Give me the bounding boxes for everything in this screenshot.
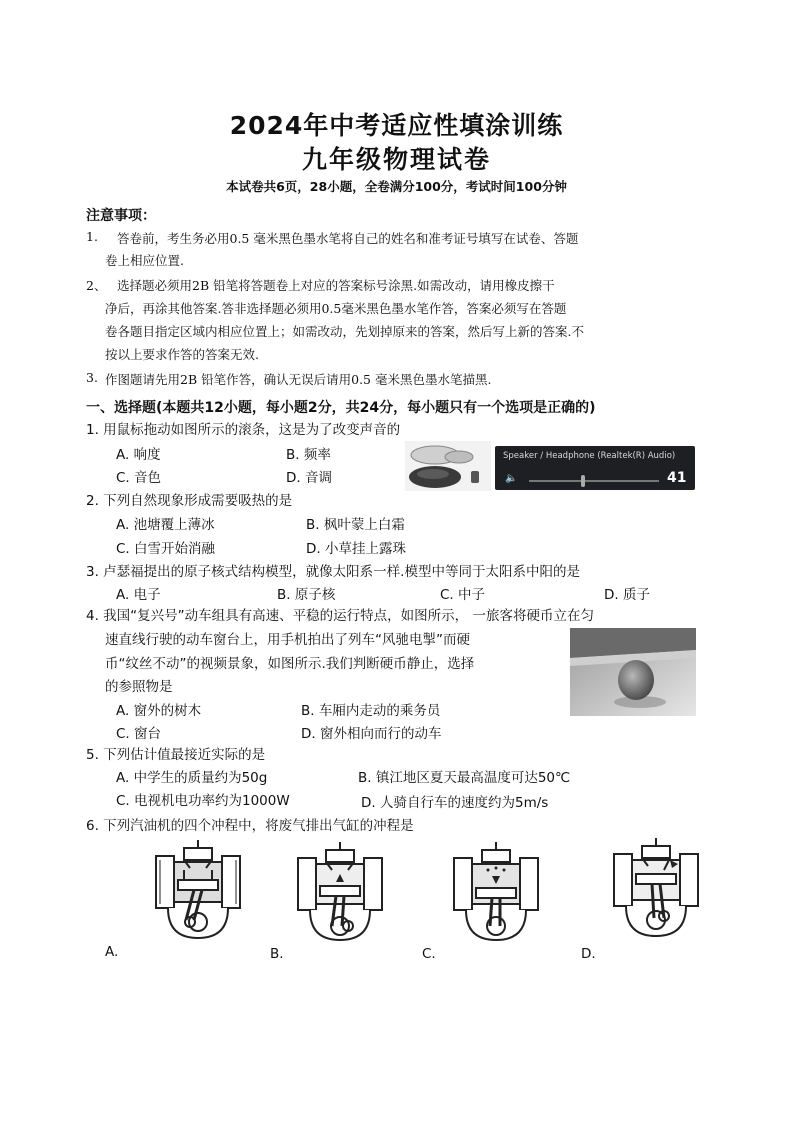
note-3-num: 3. [86, 370, 98, 385]
question-3-option-a: A. 电子 [116, 587, 161, 603]
note-1-line-2: 卷上相应位置. [105, 253, 184, 268]
note-3-line-1: 作图题请先用2B 铅笔作答，确认无误后请用0.5 毫米黑色墨水笔描黑. [105, 372, 492, 387]
speaker-icon: 🔈 [505, 473, 518, 484]
question-2-option-a: A. 池塘覆上薄冰 [116, 517, 215, 533]
question-4-stem-line-2: 速直线行驶的动车窗台上，用手机拍出了列车“风驰电掣”而硬 [105, 632, 470, 648]
volume-slider-screenshot [495, 446, 695, 490]
question-1-option-c: C. 音色 [116, 470, 162, 486]
question-5-option-a: A. 中学生的质量约为50g [116, 770, 268, 786]
question-1-option-b: B. 频率 [286, 447, 331, 463]
question-4-option-d: D. 窗外相向而行的动车 [301, 726, 442, 742]
exam-subject-title: 九年级物理试卷 [301, 145, 491, 174]
volume-knob [581, 475, 585, 487]
question-5-stem: 5. 下列估计值最接近实际的是 [86, 747, 266, 763]
engine-cylinder-icon [150, 840, 246, 940]
question-1-option-a: A. 响度 [116, 447, 161, 463]
coin-on-windowsill-icon [570, 628, 696, 716]
question-5-option-b: B. 镇江地区夏天最高温度可达50℃ [358, 770, 571, 786]
note-2-line-4: 按以上要求作答的答案无效. [105, 347, 259, 362]
exam-info: 本试卷共6页，28小题，全卷满分100分，考试时间100分钟 [226, 179, 567, 194]
question-2-option-b: B. 枫叶蒙上白霜 [306, 517, 405, 533]
note-2-line-1: 选择题必须用2B 铅笔将答题卷上对应的答案标号涂黑.如需改动，请用橡皮擦干 [117, 278, 555, 293]
volume-value: 41 [667, 470, 687, 486]
note-2-num: 2、 [86, 278, 107, 293]
note-1-line-1: 答卷前，考生务必用0.5 毫米黑色墨水笔将自己的姓名和准考证号填写在试卷、答题 [117, 231, 579, 246]
question-3-option-d: D. 质子 [604, 587, 650, 603]
question-5-option-d: D. 人骑自行车的速度约为5m/s [361, 795, 549, 811]
question-1-stem: 1. 用鼠标拖动如图所示的滚条，这是为了改变声音的 [86, 422, 401, 438]
exam-title: 2024年中考适应性填涂训练 [229, 111, 564, 140]
question-4-option-c: C. 窗台 [116, 726, 162, 742]
notes-heading: 注意事项： [86, 208, 156, 224]
section-heading: 一、选择题(本题共12小题，每小题2分，共24分，每小题只有一个选项是正确的) [86, 400, 596, 416]
question-3-option-c: C. 中子 [440, 587, 486, 603]
question-4-stem-line-3: 币“纹丝不动”的视频景象，如图所示.我们判断硬币静止，选择 [105, 656, 475, 672]
question-1-option-d: D. 音调 [286, 470, 332, 486]
question-6-option-b: B. [270, 946, 284, 962]
question-6-stem: 6. 下列汽油机的四个冲程中，将废气排出气缸的冲程是 [86, 818, 414, 834]
question-3-option-b: B. 原子核 [277, 587, 336, 603]
computer-mouse-icon [405, 441, 491, 491]
question-6-option-a: A. [105, 944, 119, 960]
question-4-option-a: A. 窗外的树木 [116, 703, 202, 719]
question-2-option-c: C. 白雪开始消融 [116, 541, 216, 557]
question-4-stem-line-4: 的参照物是 [105, 679, 173, 695]
question-4-option-b: B. 车厢内走动的乘务员 [301, 703, 441, 719]
question-6-option-c: C. [422, 946, 436, 962]
question-2-option-d: D. 小草挂上露珠 [306, 541, 406, 557]
volume-device-label: Speaker / Headphone (Realtek(R) Audio) [503, 451, 676, 461]
question-5-option-c: C. 电视机电功率约为1000W [116, 793, 290, 809]
question-3-stem: 3. 卢瑟福提出的原子核式结构模型，就像太阳系一样.模型中等同于太阳系中阳的是 [86, 564, 580, 580]
engine-cylinder-icon [292, 842, 388, 942]
engine-cylinder-icon [448, 842, 544, 942]
question-4-stem-line-1: 4. 我国“复兴号”动车组具有高速、平稳的运行特点，如图所示， 一旅客将硬币立在匀 [86, 608, 594, 624]
volume-track [529, 480, 659, 482]
question-2-stem: 2. 下列自然现象形成需要吸热的是 [86, 493, 293, 509]
note-1-num: 1. [86, 229, 98, 244]
question-6-option-d: D. [581, 946, 596, 962]
engine-cylinder-icon [608, 838, 704, 938]
note-2-line-2: 净后，再涂其他答案.答非选择题必须用0.5毫米黑色墨水笔作答，答案必须写在答题 [105, 301, 567, 316]
note-2-line-3: 卷各题目指定区域内相应位置上；如需改动，先划掉原来的答案，然后写上新的答案.不 [105, 324, 584, 339]
